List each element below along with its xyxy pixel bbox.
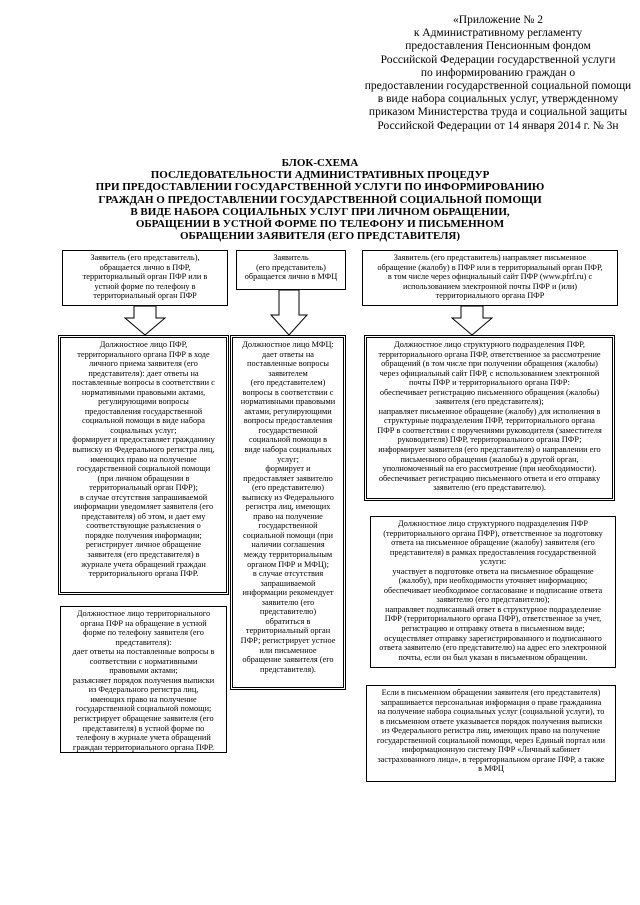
text-line: представителя): <box>115 637 172 647</box>
text-line: социальных услуг; <box>110 425 177 435</box>
text-line: (территориального органа ПФР), ответственное за подготовку <box>383 528 603 538</box>
text-line: государственной социальной помощи, через Единый портал или <box>376 735 606 745</box>
text-line: обращается лично в МФЦ <box>244 272 338 282</box>
text-line: информации рекомендует <box>242 588 334 598</box>
text-line: Должностное лицо ПФР, <box>99 340 188 349</box>
text-line: представителя): дает ответы на <box>88 368 199 378</box>
text-line: (его представитель) <box>256 262 326 272</box>
text-line: на получение набора социальных услуг (социальной услуги), то <box>377 707 605 717</box>
text-line: Заявитель <box>273 253 309 262</box>
text-line: обеспечивает регистрацию письменного ответа и его отправку <box>378 473 601 483</box>
text-line: актами, регулирующими <box>244 406 332 416</box>
text-line: поставленные вопросы <box>247 359 329 369</box>
text-line: в письменном ответе указывается порядок получения выписки <box>379 716 603 726</box>
text-line: почты ПФР и территориального органа ПФР: <box>409 378 570 388</box>
text-line: обращение (жалобу) в ПФР или в территориальный орган ПФР, <box>377 262 603 272</box>
text-line: направляет письменное обращение (жалобу) для исполнения в <box>378 406 601 416</box>
text-line: поставленные вопросы в соответствии с <box>72 378 215 388</box>
text-line: устной форме по телефону в <box>94 281 196 291</box>
text-line: запрашиваемой <box>260 578 316 588</box>
text-line: ОБРАЩЕНИИ В УСТНОЙ ФОРМЕ ПО ТЕЛЕФОНУ И ПИСЬМЕННОМ <box>135 218 505 231</box>
text-line: ПФР; регистрирует устное <box>240 635 336 645</box>
text-line: (жалобу), при необходимости уточняет информацию; <box>398 576 588 586</box>
text-line: социальной помощи в виде набора <box>82 416 205 426</box>
text-line: уполномоченный на его рассмотрение (при необходимости). <box>382 464 597 474</box>
text-line: правовыми актами; <box>109 666 178 676</box>
text-line: из Федерального регистра лиц, имеющих право на получение <box>381 726 601 736</box>
text-line: дает ответы на <box>262 349 314 359</box>
text-line: формирует и <box>265 464 311 474</box>
text-line: регистрирует обращение заявителя (его <box>73 714 214 724</box>
text-line: территориальный орган ПФР <box>93 291 197 301</box>
text-line: регулирующими вопросы <box>98 397 189 407</box>
text-line: органа ПФР на обращение в устной <box>80 618 207 628</box>
text-line: обращений (в том числе при получении обращения (жалобы) <box>381 359 598 369</box>
text-line: почты, если он был указан в письменном обращении. <box>398 652 588 662</box>
text-line: обеспечивает регистрацию письменного обращения (жалобы) <box>379 387 600 397</box>
text-line: в том числе через официальный сайт ПФР (www.pfrf.ru) с <box>387 272 593 282</box>
text-line: осуществляет отправку зарегистрированного и подписанного <box>384 633 602 643</box>
text-line: запрашивается персональная информация о праве гражданина <box>380 697 602 707</box>
text-line: ответа заявителю (его представителю) на адрес его электронной <box>379 643 607 653</box>
text-line: заявителю (его представителю). <box>432 483 547 493</box>
text-line: Должностное лицо территориального <box>76 609 211 618</box>
text-line: в МФЦ <box>478 764 504 774</box>
text-line: заявителю (его <box>261 597 315 607</box>
text-line: государственной социальной помощи <box>76 464 211 474</box>
text-line: территориальный орган ПФР); <box>89 483 198 493</box>
text-line: социальной помощи (при <box>242 530 334 540</box>
text-line: участвует в подготовке ответа на письменное обращение <box>392 566 594 576</box>
text-line: представителя). <box>260 664 316 674</box>
text-line: в виде набора социальных услуг, утвержденному <box>377 93 619 106</box>
text-line: формирует и предоставляет гражданину <box>72 435 215 445</box>
text-line: нормативными правовыми актами, <box>81 387 206 397</box>
text-line: личного приема заявителя (его <box>89 359 198 369</box>
text-line: заявителем <box>268 368 308 378</box>
text-line: ПРИ ПРЕДОСТАВЛЕНИИ ГОСУДАРСТВЕННОЙ УСЛУГИ ПО ИНФОРМИРОВАНИЮ <box>95 181 545 194</box>
text-line: представителя) об этом, и дает ему <box>81 511 206 521</box>
text-line: В ВИДЕ НАБОРА СОЦИАЛЬНЫХ УСЛУГ ПРИ ЛИЧНОМ ОБРАЩЕНИИ, <box>130 205 510 218</box>
text-line: Должностное лицо структурного подразделения ПФР, <box>394 340 585 349</box>
text-line: предоставляет заявителю <box>243 473 333 483</box>
text-line: письменного обращения (жалобы) в другой орган, <box>400 454 579 464</box>
text-line: территориального органа ПФР. <box>88 569 199 579</box>
text-line: заявителя (его представителя); <box>435 397 544 407</box>
text-line: телефону в журнале учета обращений <box>76 733 211 743</box>
arrow-mid <box>271 290 307 335</box>
text-line: направляет подписанный ответ в структурное подразделение <box>385 604 601 614</box>
arrow-left <box>125 306 165 335</box>
text-line: регистрирует личное обращение <box>85 540 202 550</box>
text-line: (его представителю) <box>251 483 325 493</box>
text-line: обеспечивает необходимое согласование и подписание ответа <box>383 585 603 595</box>
text-line: обращается лично в ПФР, <box>99 262 191 272</box>
text-line: информации уведомляет заявителя (его <box>73 502 214 512</box>
text-line: имеющих право на получение <box>90 454 197 464</box>
text-line: регистра лиц, имеющих <box>245 502 331 512</box>
text-line: «Приложение № 2 <box>453 14 543 26</box>
text-line: наличии соглашения <box>251 540 325 550</box>
text-line: соответствующие разъяснения о <box>86 521 201 531</box>
text-line: социальной помощи в <box>248 435 328 445</box>
text-line: Должностное лицо структурного подразделения ПФР <box>398 519 588 528</box>
text-line: использованием электронной почты ПФР и (или) <box>402 281 578 291</box>
text-line: БЛОК-СХЕМА <box>281 157 359 169</box>
text-line: ПФР (территориального органа ПФР), ответственное за учет, <box>384 614 602 624</box>
text-line: журнале учета обращений граждан <box>81 559 206 569</box>
text-line: нормативными правовыми <box>240 397 336 407</box>
text-line: вопросы в соответствии с <box>242 387 334 397</box>
text-line: порядке получения информации; <box>85 530 202 540</box>
text-line: предоставления государственной <box>84 406 203 416</box>
text-line: услуг; <box>277 454 299 464</box>
text-line: граждан территориального органа ПФР. <box>72 742 215 752</box>
text-line: право на получение <box>253 511 323 521</box>
text-line: информационную систему ПФР «Личный кабинет <box>401 745 581 755</box>
text-line: (его представителем) <box>250 378 326 388</box>
text-line: обратиться в <box>265 616 311 626</box>
text-line: имеющих право на получение <box>90 694 197 704</box>
text-line: структурные подразделения ПФР, территориального органа <box>384 416 595 426</box>
text-line: из Федерального регистра лиц, <box>88 685 199 695</box>
text-line: руководителя) ПФР, территориального органа ПФР; <box>397 435 582 445</box>
text-line: вопросы предоставления <box>243 416 333 426</box>
text-line: Российской Федерации государственной услуги <box>380 53 616 66</box>
text-line: ОБРАЩЕНИИ ЗАЯВИТЕЛЯ (ЕГО ПРЕДСТАВИТЕЛЯ) <box>179 230 461 243</box>
text-line: через официальный сайт ПФР, с использованием электронной <box>379 368 600 378</box>
text-line: предоставлении государственной социальной помощи <box>364 80 632 93</box>
text-line: виде набора социальных <box>244 445 332 455</box>
text-line: представителя) в рамках предоставления государственной <box>389 547 597 557</box>
text-line: между территориальным <box>243 550 333 560</box>
text-line: к Административному регламенту <box>413 27 583 40</box>
text-line: Заявитель (его представитель) направляет письменное <box>393 253 587 262</box>
text-line: обращение заявителя (его <box>242 655 334 665</box>
text-line: ГРАЖДАН О ПРЕДОСТАВЛЕНИИ ГОСУДАРСТВЕННОЙ СОЦИАЛЬНОЙ ПОМОЩИ <box>98 193 542 206</box>
text-line: Если в письменном обращении заявителя (его представителя) <box>381 688 601 697</box>
text-line: территориального органа ПФР, ответственное за рассмотрение <box>378 349 601 359</box>
text-line: органом ПФР и МФЦ); <box>247 559 329 569</box>
text-line: заявителя (его представителя) в <box>87 550 200 560</box>
text-line: услуги: <box>479 557 507 567</box>
text-line: дает ответы на поставленные вопросы в <box>72 647 215 657</box>
text-line: территориальный орган ПФР или в <box>82 272 208 282</box>
text-line: территориальный орган <box>245 626 331 636</box>
text-line: представителя) в устной форме по <box>82 723 205 733</box>
text-line: ПФР в соответствии с поручениями руководителя (заместителя <box>377 425 602 435</box>
text-line: заявителю (его представителю); <box>436 595 550 605</box>
text-line: государственной социальной помощи; <box>75 704 212 714</box>
text-line: Российской Федерации от 14 января 2014 г. № 3н <box>377 119 619 132</box>
text-line: разъясняет порядок получения выписки <box>72 675 215 685</box>
text-line: форме по телефону заявителя (его <box>83 628 204 638</box>
text-line: по информированию граждан о <box>420 66 576 79</box>
text-line: государственной <box>258 521 318 531</box>
text-line: информирует заявителя (его представителя) о направлении его <box>378 445 601 455</box>
text-line: Заявитель (его представитель), <box>90 253 200 262</box>
text-line: регистрацию и отправку ответа в письменном виде; <box>401 624 585 634</box>
text-line: (при личном обращении в <box>97 473 190 483</box>
text-line: территориального органа ПФР в ходе <box>77 349 210 359</box>
text-line: соответствии с нормативными <box>89 656 198 666</box>
text-line: территориального органа ПФР <box>435 291 545 301</box>
arrow-right <box>452 306 492 335</box>
text-line: ответа на письменное обращение (жалобу) заявителя (его <box>391 538 595 548</box>
text-line: Должностное лицо МФЦ: <box>242 340 334 349</box>
text-line: выписку из Федерального регистра лиц, <box>72 445 215 455</box>
text-line: приказом Министерства труда и социальной защиты <box>368 106 628 119</box>
text-line: застрахованного лица», в территориальном органе ПФР, а также <box>377 754 605 764</box>
text-line: представителю) <box>259 607 317 617</box>
text-line: в случае отсутствия запрашиваемой <box>79 492 208 502</box>
text-line: или письменное <box>259 645 317 655</box>
text-line: в случае отсутствия <box>252 569 324 579</box>
text-line: государственной <box>258 425 318 435</box>
text-line: ПОСЛЕДОВАТЕЛЬНОСТИ АДМИНИСТРАТИВНЫХ ПРОЦЕДУР <box>150 169 490 182</box>
text-line: предоставления Пенсионным фондом <box>405 40 591 53</box>
text-line: выписку из Федерального <box>242 492 334 502</box>
